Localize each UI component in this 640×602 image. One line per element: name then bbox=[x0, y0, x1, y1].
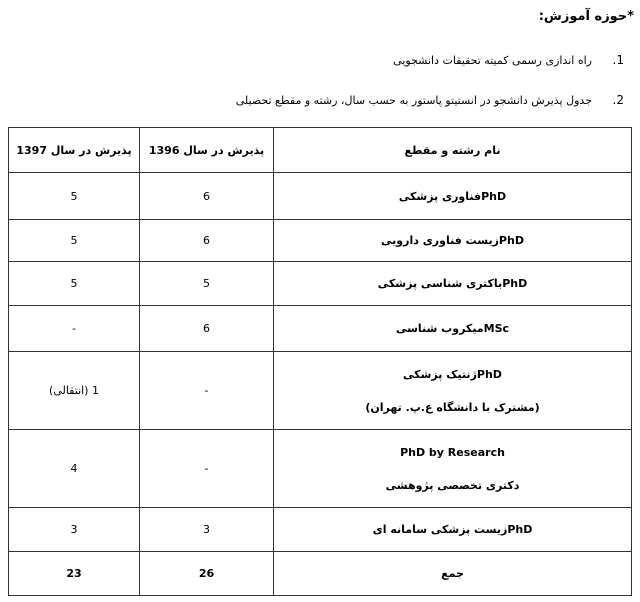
cell-field bbox=[274, 352, 632, 430]
field-name: PhDژنتیک پزشکی bbox=[403, 367, 502, 381]
table-row bbox=[9, 352, 632, 430]
cell-1396: 6 bbox=[140, 173, 274, 220]
cell-1397: - bbox=[9, 306, 140, 352]
cell-1397: 4 bbox=[9, 430, 140, 508]
table-row bbox=[9, 220, 632, 262]
cell-1397: 1 (انتقالی) bbox=[9, 352, 140, 430]
table-row bbox=[9, 508, 632, 552]
cell-1397: 5 bbox=[9, 262, 140, 306]
header-field: نام رشته و مقطع bbox=[274, 128, 632, 173]
total-label: جمع bbox=[274, 552, 632, 596]
list-number: 1. bbox=[612, 53, 624, 67]
cell-field: PhDزیست پزشکی سامانه ای bbox=[274, 508, 632, 552]
total-1396: 26 bbox=[140, 552, 274, 596]
cell-1397: 3 bbox=[9, 508, 140, 552]
list-number: 2. bbox=[612, 93, 624, 107]
table-row bbox=[9, 306, 632, 352]
table-row bbox=[9, 173, 632, 220]
cell-1396: 3 bbox=[140, 508, 274, 552]
cell-1397: 5 bbox=[9, 220, 140, 262]
field-note: دکتری تخصصی پژوهشی bbox=[385, 478, 520, 492]
header-1396: پذیرش در سال 1396 bbox=[140, 128, 274, 173]
total-1397: 23 bbox=[9, 552, 140, 596]
admission-table bbox=[8, 127, 632, 596]
list-text: جدول پذیرش دانشجو در انستیتو پاستور به حسب سال، رشته و مقطع تحصیلی bbox=[235, 94, 592, 107]
cell-1397: 5 bbox=[9, 173, 140, 220]
list-item-1 bbox=[24, 53, 624, 67]
cell-field: PhDباکتری شناسی پزشکی bbox=[274, 262, 632, 306]
list-text: راه اندازی رسمی کمیته تحقیقات دانشجویی bbox=[393, 54, 592, 67]
table-total-row bbox=[9, 552, 632, 596]
table-header-row bbox=[9, 128, 632, 173]
field-note: (مشترک با دانشگاه ع.پ. تهران) bbox=[365, 400, 540, 414]
cell-field: PhDزیست فناوری دارویی bbox=[274, 220, 632, 262]
cell-field bbox=[274, 430, 632, 508]
cell-1396: 6 bbox=[140, 220, 274, 262]
list-item-2 bbox=[24, 93, 624, 107]
table-row bbox=[9, 430, 632, 508]
section-heading: *حوزه آموزش: bbox=[538, 9, 634, 24]
cell-field: MScمیکروب شناسی bbox=[274, 306, 632, 352]
cell-1396: - bbox=[140, 352, 274, 430]
cell-1396: 6 bbox=[140, 306, 274, 352]
table-row bbox=[9, 262, 632, 306]
cell-1396: 5 bbox=[140, 262, 274, 306]
cell-field: PhDفناوری پزشکی bbox=[274, 173, 632, 220]
field-name: PhD by Research bbox=[400, 445, 505, 459]
header-1397: پذیرش در سال 1397 bbox=[9, 128, 140, 173]
cell-1396: - bbox=[140, 430, 274, 508]
